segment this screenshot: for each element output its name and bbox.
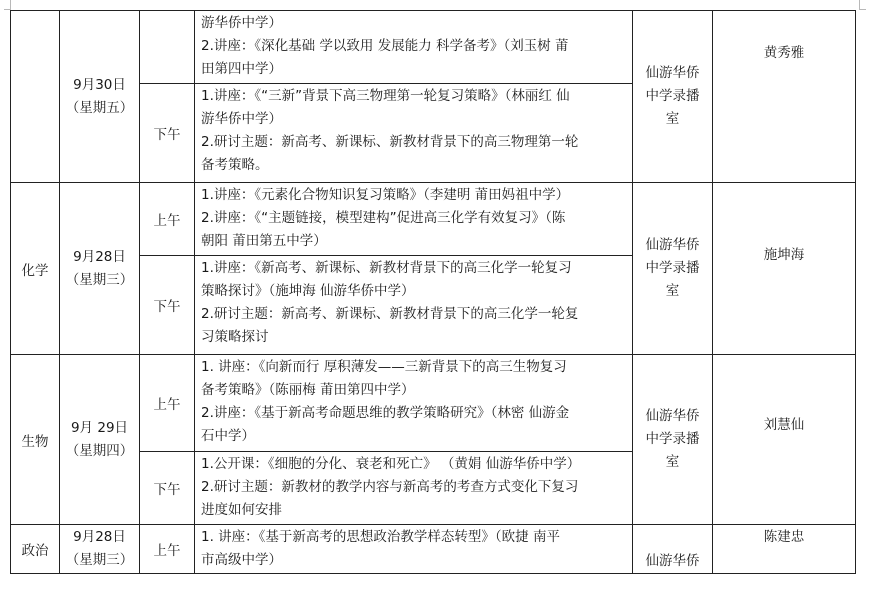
table-row: [11, 355, 856, 452]
date-text: 9月28日: [73, 529, 126, 545]
subject-cell: 化学: [11, 183, 60, 355]
content-line: 2.讲座：《基于新高考命题思维的教学策略研究》（林密 仙游金: [201, 405, 570, 421]
venue-line: 中学录播: [645, 431, 700, 447]
schedule-table: [10, 10, 856, 574]
content-line: 2.讲座：《深化基础 学以致用 发展能力 科学备考》（刘玉树 莆: [201, 38, 569, 54]
session-content: [195, 525, 633, 574]
content-line: 策略探讨》（施坤海 仙游华侨中学）: [201, 283, 415, 299]
leader-name: 施坤海: [763, 247, 805, 263]
session-content: [195, 256, 633, 355]
leader-cell: [713, 11, 856, 183]
content-line: 游华侨中学）: [201, 15, 282, 31]
session-content: [195, 11, 633, 84]
content-line: 市高级中学）: [201, 552, 282, 568]
page-corner-mark-right: [859, 0, 866, 10]
content-line: 2.研讨主题：新高考、新课标、新教材背景下的高三物理第一轮: [201, 134, 579, 150]
weekday-text: （星期三）: [65, 552, 134, 568]
content-line: 备考策略》（陈丽梅 莆田第四中学）: [201, 382, 415, 398]
session-content: [195, 84, 633, 183]
venue-line: 室: [665, 111, 680, 127]
venue-line: 室: [665, 454, 680, 470]
period-cell: [140, 11, 195, 84]
content-line: 习策略探讨: [201, 329, 269, 345]
session-content: [195, 183, 633, 256]
date-text: 9月28日: [73, 248, 126, 265]
venue-cell: [633, 183, 713, 355]
venue-line: 中学录播: [645, 260, 700, 276]
page-corner-mark-left: [4, 0, 11, 10]
venue-cell: [633, 525, 713, 574]
content-line: 朝阳 莆田第五中学）: [201, 233, 327, 249]
date-text: 9月 29日: [70, 419, 129, 436]
venue-line: 仙游华侨: [645, 408, 700, 424]
leader-cell: [713, 525, 856, 574]
venue-line: 室: [665, 283, 680, 299]
subject-cell: 生物: [11, 355, 60, 525]
venue-cell: [633, 355, 713, 525]
content-line: 1.公开课：《细胞的分化、衰老和死亡》 （黄娟 仙游华侨中学）: [201, 456, 581, 472]
content-line: 1.讲座：《元素化合物知识复习策略》（李建明 莆田妈祖中学）: [201, 187, 570, 203]
leader-name: 陈建忠: [763, 529, 805, 545]
content-line: 石中学）: [201, 428, 255, 444]
content-line: 进度如何安排: [201, 502, 282, 518]
leader-cell: [713, 183, 856, 355]
weekday-text: （星期四）: [65, 442, 134, 459]
subject-cell: [11, 11, 60, 183]
table-row: [11, 11, 856, 84]
leader-name: 黄秀雅: [763, 45, 805, 61]
session-content: [195, 355, 633, 452]
subject-cell: 政治: [11, 525, 60, 574]
date-cell: [60, 11, 140, 183]
content-line: 1. 讲座：《向新而行 厚积薄发——三新背景下的高三生物复习: [201, 359, 567, 375]
session-content: [195, 452, 633, 525]
date-cell: [60, 183, 140, 355]
leader-cell: [713, 355, 856, 525]
venue-cell: [633, 11, 713, 183]
period-cell: 下午: [140, 84, 195, 183]
venue-line: 中学录播: [645, 88, 700, 104]
venue-line: 仙游华侨: [645, 553, 700, 569]
content-line: 1.讲座：《新高考、新课标、新教材背景下的高三化学一轮复习: [201, 260, 572, 276]
venue-line: 仙游华侨: [645, 65, 700, 81]
content-line: 备考策略。: [201, 157, 269, 173]
period-cell: 下午: [140, 256, 195, 355]
content-line: 1. 讲座：《基于新高考的思想政治教学样态转型》（欧捷 南平: [201, 529, 560, 545]
content-line: 2.研讨主题：新高考、新课标、新教材背景下的高三化学一轮复: [201, 306, 579, 322]
leader-name: 刘慧仙: [763, 417, 805, 433]
table-row: [11, 183, 856, 256]
weekday-text: （星期三）: [65, 271, 134, 288]
content-line: 2.讲座：《“主题链接，模型建构”促进高三化学有效复习》（陈: [201, 210, 566, 226]
content-line: 游华侨中学）: [201, 111, 282, 127]
content-line: 田第四中学）: [201, 61, 282, 77]
date-text: 9月30日: [73, 76, 126, 93]
period-cell: 下午: [140, 452, 195, 525]
content-line: 1.讲座：《“三新”背景下高三物理第一轮复习策略》（林丽红 仙: [201, 88, 570, 104]
period-cell: 上午: [140, 183, 195, 256]
venue-line: 仙游华侨: [645, 237, 700, 253]
content-line: 2.研讨主题：新教材的教学内容与新高考的考查方式变化下复习: [201, 479, 579, 495]
period-cell: 上午: [140, 525, 195, 574]
weekday-text: （星期五）: [65, 99, 134, 116]
date-cell: [60, 525, 140, 574]
date-cell: [60, 355, 140, 525]
table-row: [11, 525, 856, 574]
period-cell: 上午: [140, 355, 195, 452]
